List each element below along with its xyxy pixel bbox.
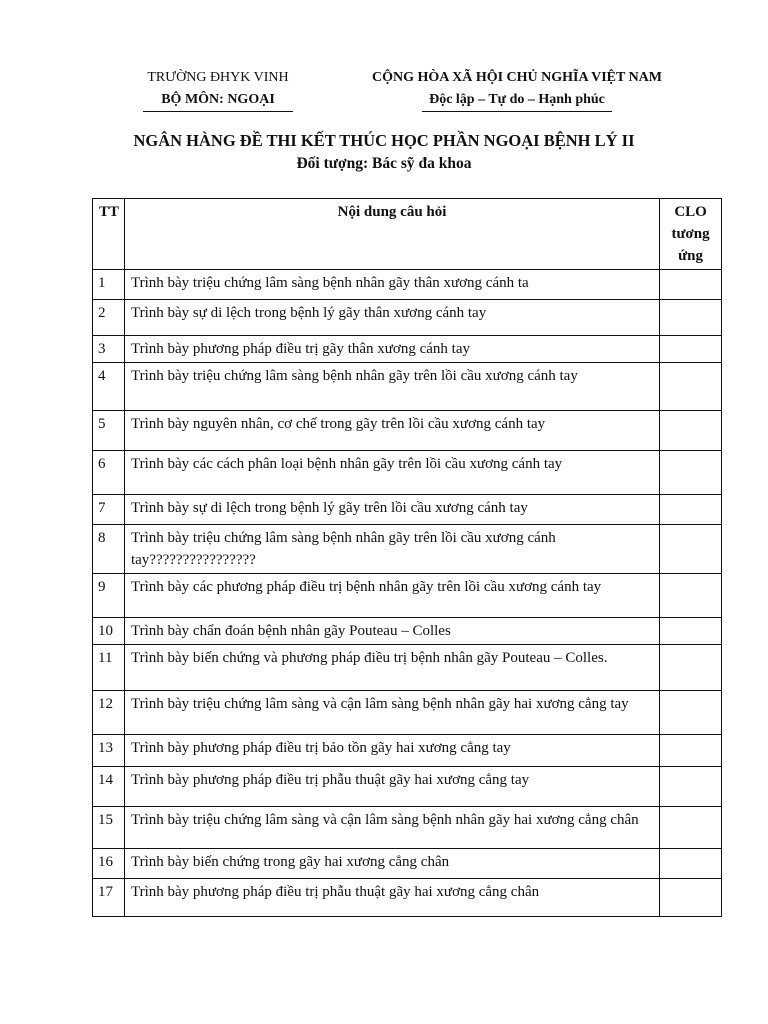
row-number: 16 [93,849,125,879]
row-clo [660,270,722,300]
table-row [93,691,722,735]
table-row [93,645,722,691]
row-number: 2 [93,300,125,336]
department-underline [143,111,293,112]
row-number: 5 [93,411,125,451]
row-clo [660,363,722,411]
row-question: Trình bày phương pháp điều trị phẫu thuật gãy hai xương cẳng chân [124,879,659,917]
header-tt: TT [93,199,125,270]
row-clo [660,618,722,645]
row-clo [660,525,722,574]
row-clo [660,849,722,879]
row-clo [660,574,722,618]
row-question: Trình bày chẩn đoán bệnh nhân gãy Pouteau – Colles [124,618,659,645]
row-number: 4 [93,363,125,411]
row-number: 6 [93,451,125,495]
row-question: Trình bày phương pháp điều trị phẫu thuật gãy hai xương cẳng tay [124,767,659,807]
table-row [93,336,722,363]
table-row [93,525,722,574]
row-question: Trình bày triệu chứng lâm sàng và cận lâm sàng bệnh nhân gãy hai xương cẳng tay [124,691,659,735]
school-name: TRƯỜNG ĐHYK VINH [147,70,289,85]
table-row [93,495,722,525]
row-question: Trình bày các phương pháp điều trị bệnh nhân gãy trên lồi cầu xương cánh tay [124,574,659,618]
row-number: 3 [93,336,125,363]
row-question: Trình bày biến chứng trong gãy hai xương cẳng chân [124,849,659,879]
row-question: Trình bày triệu chứng lâm sàng bệnh nhân gãy trên lồi cầu xương cánh tay???????????????? [124,525,659,574]
table-row [93,270,722,300]
row-number: 14 [93,767,125,807]
table-row [93,618,722,645]
row-clo [660,300,722,336]
header-question: Nội dung câu hỏi [124,199,659,270]
row-question: Trình bày phương pháp điều trị bảo tồn gãy hai xương cẳng tay [124,735,659,767]
department-name: BỘ MÔN: NGOẠI [161,92,275,107]
table-row [93,411,722,451]
table-row [93,767,722,807]
row-number: 8 [93,525,125,574]
document-title: NGÂN HÀNG ĐỀ THI KẾT THÚC HỌC PHẦN NGOẠI BỆNH LÝ II [133,131,635,150]
row-number: 12 [93,691,125,735]
row-clo [660,767,722,807]
table-row [93,451,722,495]
question-table [92,198,722,917]
row-number: 15 [93,807,125,849]
row-number: 17 [93,879,125,917]
header-left [130,67,306,112]
row-number: 1 [93,270,125,300]
table-row [93,735,722,767]
header-right [346,67,688,112]
row-question: Trình bày sự di lệch trong bệnh lý gãy thân xương cánh tay [124,300,659,336]
row-question: Trình bày triệu chứng lâm sàng bệnh nhân gãy trên lồi cầu xương cánh tay [124,363,659,411]
row-number: 11 [93,645,125,691]
document-subtitle: Đối tượng: Bác sỹ đa khoa [296,155,472,172]
table-row [93,574,722,618]
table-row [93,807,722,849]
row-clo [660,807,722,849]
row-question: Trình bày triệu chứng lâm sàng bệnh nhân gãy thân xương cánh ta [124,270,659,300]
row-clo [660,495,722,525]
row-clo [660,735,722,767]
table-body [93,270,722,917]
row-clo [660,336,722,363]
row-question: Trình bày nguyên nhân, cơ chế trong gãy trên lồi cầu xương cánh tay [124,411,659,451]
header-clo: CLO tương ứng [660,199,722,270]
table-header-row [93,199,722,270]
table-row [93,879,722,917]
row-question: Trình bày triệu chứng lâm sàng và cận lâm sàng bệnh nhân gãy hai xương cẳng chân [124,807,659,849]
table-row [93,849,722,879]
row-clo [660,451,722,495]
row-number: 13 [93,735,125,767]
table-row [93,363,722,411]
row-question: Trình bày các cách phân loại bệnh nhân gãy trên lồi cầu xương cánh tay [124,451,659,495]
row-number: 10 [93,618,125,645]
row-question: Trình bày sự di lệch trong bệnh lý gãy trên lồi cầu xương cánh tay [124,495,659,525]
row-question: Trình bày biến chứng và phương pháp điều trị bệnh nhân gãy Pouteau – Colles. [124,645,659,691]
nation-name: CỘNG HÒA XÃ HỘI CHỦ NGHĨA VIỆT NAM [371,70,662,85]
row-number: 7 [93,495,125,525]
row-question: Trình bày phương pháp điều trị gãy thân xương cánh tay [124,336,659,363]
table-row [93,300,722,336]
national-motto: Độc lập – Tự do – Hạnh phúc [429,92,605,107]
row-clo [660,645,722,691]
motto-underline [422,111,612,112]
row-clo [660,411,722,451]
row-clo [660,879,722,917]
row-clo [660,691,722,735]
row-number: 9 [93,574,125,618]
